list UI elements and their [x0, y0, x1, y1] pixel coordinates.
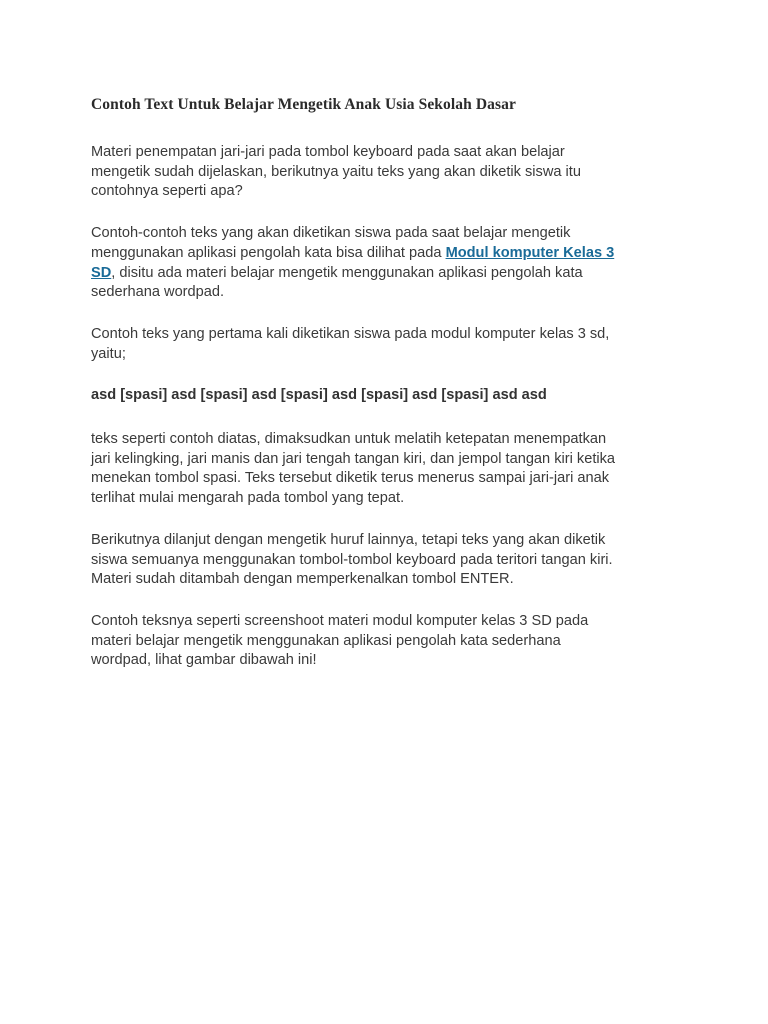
paragraph-screenshot-note	[91, 612, 651, 671]
text-line: mengetik sudah dijelaskan, berikutnya yaitu teks yang akan diketik siswa itu	[91, 163, 581, 180]
modul-komputer-link-continued[interactable]: SD	[91, 264, 112, 281]
text-line: wordpad, lihat gambar dibawah ini!	[91, 652, 317, 669]
text-line-with-link	[91, 244, 681, 264]
text-line: menekan tombol spasi. Teks tersebut diketik terus menerus sampai jari-jari anak	[91, 470, 610, 487]
text-line: terlihat mulai mengarah pada tombol yang tepat.	[91, 490, 405, 507]
example-typing-text: asd [spasi] asd [spasi] asd [spasi] asd [spasi] asd [spasi] asd asd	[91, 387, 547, 404]
paragraph-first-text	[91, 325, 691, 364]
paragraph-intro	[91, 143, 651, 202]
modul-komputer-link[interactable]: Modul komputer Kelas 3	[445, 244, 615, 261]
text-line: jari kelingking, jari manis dan jari tengah tangan kiri, dan jempol tangan kiri ketika	[91, 450, 616, 467]
text-line: Contoh teksnya seperti screenshoot materi modul komputer kelas 3 SD pada	[91, 612, 589, 629]
text-line: teks seperti contoh diatas, dimaksudkan untuk melatih ketepatan menempatkan	[91, 431, 607, 448]
document-page	[91, 96, 691, 693]
text-line-with-link	[91, 264, 681, 284]
text-line: materi belajar mengetik menggunakan aplikasi pengolah kata sederhana	[91, 632, 561, 649]
text-line: Berikutnya dilanjut dengan mengetik huruf lainnya, tetapi teks yang akan diketik	[91, 531, 606, 548]
text-line: contohnya seperti apa?	[91, 183, 243, 200]
paragraph-next-step	[91, 531, 685, 590]
text-line: Contoh teks yang pertama kali diketikan siswa pada modul komputer kelas 3 sd,	[91, 325, 610, 342]
text-segment: , disitu ada materi belajar mengetik menggunakan aplikasi pengolah kata	[111, 264, 583, 281]
text-line: yaitu;	[91, 345, 126, 362]
text-segment: menggunakan aplikasi pengolah kata bisa dilihat pada	[91, 244, 446, 261]
document-title: Contoh Text Untuk Belajar Mengetik Anak Usia Sekolah Dasar	[91, 96, 516, 113]
text-line: Contoh-contoh teks yang akan diketikan siswa pada saat belajar mengetik	[91, 225, 571, 242]
text-line: Materi sudah ditambah dengan memperkenalkan tombol ENTER.	[91, 571, 514, 588]
text-line: sederhana wordpad.	[91, 284, 225, 301]
text-line: siswa semuanya menggunakan tombol-tombol keyboard pada teritori tangan kiri.	[91, 551, 613, 568]
paragraph-explanation	[91, 430, 689, 509]
text-line: Materi penempatan jari-jari pada tombol keyboard pada saat akan belajar	[91, 144, 565, 160]
paragraph-examples	[91, 224, 681, 303]
